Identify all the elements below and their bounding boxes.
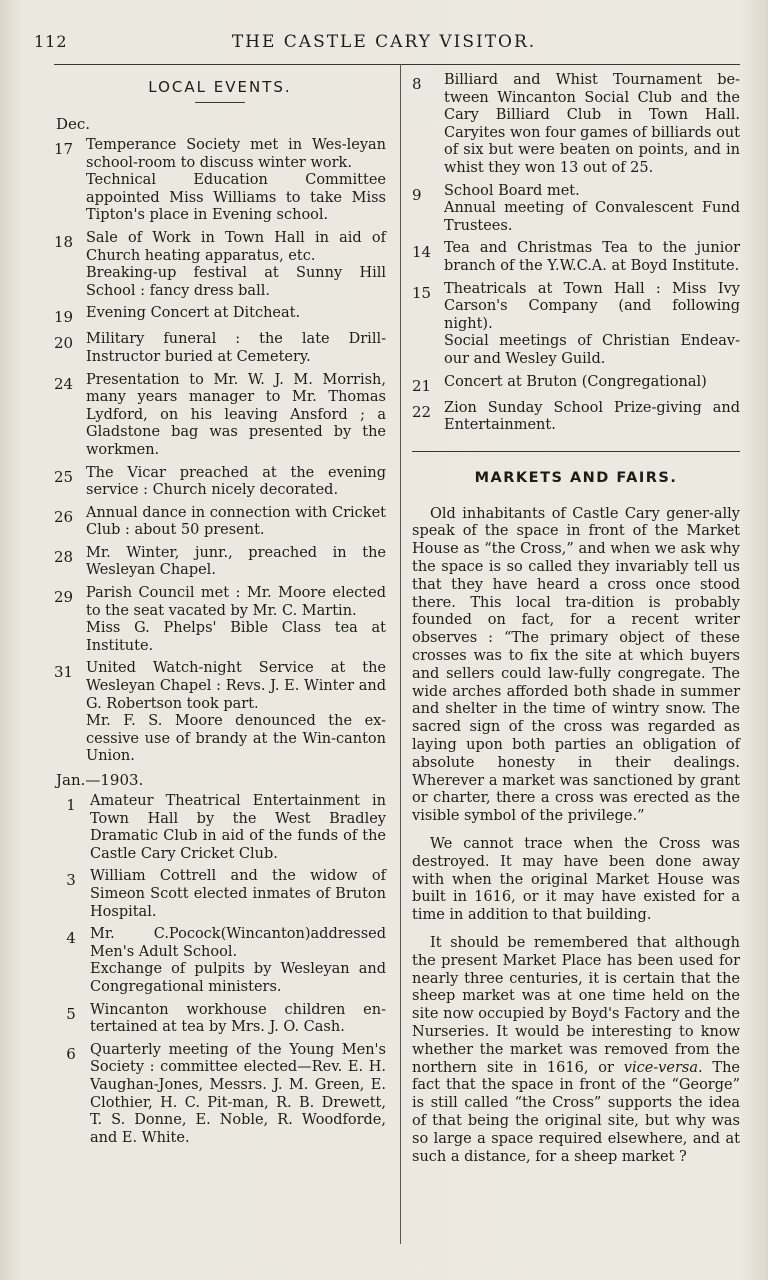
event-day: 28: [54, 547, 74, 566]
event-entry: [412, 183, 740, 236]
event-body: [86, 505, 386, 540]
event-body: [90, 1002, 386, 1037]
event-text: Mr. C.Pocock(Wincanton)addressed Men's Adult School.: [90, 926, 386, 960]
event-entry: [54, 505, 386, 540]
month-label-dec: Dec.: [56, 115, 91, 133]
event-body: [90, 1042, 386, 1148]
left-column: [54, 72, 386, 1152]
event-day: 20: [54, 334, 74, 353]
event-body: [86, 305, 386, 326]
running-title: THE CASTLE CARY VISITOR.: [231, 32, 537, 52]
header-rule: [54, 64, 740, 65]
event-body: [444, 183, 740, 236]
event-entry: [54, 465, 386, 500]
event-text: Social meetings of Christian Endeav-our and Wesley Guild.: [444, 333, 740, 367]
column-divider: [400, 64, 401, 1244]
event-text: Mr. F. S. Moore denounced the ex-cessive use of brandy at the Win-canton Union.: [86, 713, 386, 765]
event-entry: [54, 1002, 386, 1037]
event-entry: [412, 374, 740, 395]
event-text: Wincanton workhouse children en-tertained at tea by Mrs. J. O. Cash.: [90, 1001, 386, 1036]
markets-paragraph-3-italic: vice-versa: [623, 1059, 698, 1076]
event-body: [90, 868, 386, 921]
event-day: 1: [66, 796, 76, 814]
event-day: 15: [412, 283, 432, 302]
event-text: School Board met.: [444, 182, 580, 199]
event-text: United Watch-night Service at the Wesleyan Chapel : Revs. J. E. Winter and G. Robertson took part.: [86, 660, 386, 712]
event-body: [444, 400, 740, 435]
event-entry: [54, 545, 386, 580]
event-body: [86, 230, 386, 300]
event-day: 14: [412, 243, 432, 262]
event-entry: [412, 240, 740, 275]
markets-paragraph-2: We cannot trace when the Cross was destroyed. It may have been done away with when the original Market House was built in 1616, or it may have existed for a time in addition to that building.: [412, 836, 740, 924]
event-entry: [54, 660, 386, 766]
event-text: Theatricals at Town Hall : Miss Ivy Carson's Company (and following night).: [444, 280, 740, 332]
event-text: Annual meeting of Convalescent Fund Trustees.: [444, 200, 740, 234]
event-day: 31: [54, 663, 74, 682]
event-day: 29: [54, 588, 74, 607]
event-entry: [54, 926, 386, 996]
event-entry: [54, 793, 386, 863]
event-text: Annual dance in connection with Cricket Club : about 50 present.: [86, 504, 386, 539]
event-body: [86, 545, 386, 580]
markets-paragraph-1: Old inhabitants of Castle Cary gener-ally speak of the space in front of the Market House as “the Cross,” and when we ask why the space is so called they invariably tell us that they have heard a cross once stood there. This local tra-dition is probably founded on fact, for a recent writer observes : “The primary object of these crosses was to fix the site at which buyers and sellers could law-fully congregate. The wide arches afforded both shade in summer and shelter in the time of wintry snow. The sacred sign of the cross was regarded as laying upon both parties an obligation of absolute honesty in their dealings. Wherever a market was sanctioned by grant or charter, there a cross was erected as the visible symbol of the privilege.”: [412, 505, 740, 825]
event-day: 19: [54, 308, 74, 327]
event-text: Technical Education Committee appointed Miss Williams to take Miss Tipton's place in Evening school.: [86, 172, 386, 224]
event-day: 21: [412, 376, 432, 395]
event-day: 8: [412, 75, 422, 93]
right-column: [412, 72, 740, 1176]
event-body: [86, 137, 386, 225]
event-text: Zion Sunday School Prize-giving and Entertainment.: [444, 399, 740, 434]
event-entry: [54, 585, 386, 655]
event-text: Concert at Bruton (Congregational): [444, 373, 707, 390]
event-text: Billiard and Whist Tournament be-tween Wincanton Social Club and the Cary Billiard Club in Town Hall. Caryites won four games of billiards out of six but were beaten on points, and in whist they won 13 out of 25.: [444, 72, 740, 176]
event-entry: [54, 230, 386, 300]
event-text: Sale of Work in Town Hall in aid of Church heating apparatus, etc.: [86, 229, 386, 264]
event-text: Temperance Society met in Wes-leyan school-room to discuss winter work.: [86, 137, 386, 171]
event-body: [86, 585, 386, 655]
event-day: 9: [412, 185, 422, 204]
markets-paragraph-3-end: . The fact that the space in front of the “George” is still called “the Cross” supports the idea of that being the original site, but why was so large a space required elsewhere, and at such a distance, for a sheep market ?: [412, 1059, 741, 1165]
section-rule: [412, 451, 740, 452]
page-header: [0, 30, 768, 54]
event-entry: [54, 305, 386, 326]
event-body: [444, 374, 740, 395]
event-entry: [412, 72, 740, 178]
event-body: [86, 331, 386, 366]
event-text: Miss G. Phelps' Bible Class tea at Institute.: [86, 620, 386, 654]
event-text: Exchange of pulpits by Wesleyan and Congregational ministers.: [90, 961, 386, 995]
event-day: 4: [66, 929, 76, 948]
event-day: 18: [54, 232, 74, 251]
event-text: Parish Council met : Mr. Moore elected to the seat vacated by Mr. C. Martin.: [86, 585, 386, 619]
page-number: 112: [34, 32, 68, 51]
event-entry: [54, 331, 386, 366]
event-body: [86, 372, 386, 460]
event-day: 6: [66, 1044, 76, 1063]
dec-events-list: [54, 137, 386, 766]
event-entry: [54, 868, 386, 921]
event-entry: [54, 137, 386, 225]
event-body: [90, 926, 386, 996]
markets-paragraph-3-start: It should be remembered that although the present Market Place has been used for nearly three centuries, it is certain that the sheep market was at one time held on the site now occupied by Boyd's Factory and the Nurseries. It would be interesting to know whether the market was removed from the northern site in 1616, or: [412, 935, 740, 1076]
title-ornament: [195, 102, 245, 103]
event-body: [444, 240, 740, 275]
event-day: 17: [54, 140, 74, 158]
event-day: 3: [66, 871, 76, 890]
event-day: 5: [66, 1004, 76, 1023]
event-text: Breaking-up festival at Sunny Hill School : fancy dress ball.: [86, 265, 386, 299]
jan-events-list-left: [54, 793, 386, 1147]
jan-events-list-right: [412, 72, 740, 435]
event-day: 26: [54, 507, 74, 526]
event-entry: [412, 281, 740, 369]
event-body: [90, 793, 386, 863]
local-events-title: LOCAL EVENTS.: [148, 78, 292, 96]
event-body: [444, 72, 740, 178]
event-text: Evening Concert at Ditcheat.: [86, 305, 301, 322]
event-text: Mr. Winter, junr., preached in the Wesleyan Chapel.: [86, 544, 386, 579]
event-entry: [54, 1042, 386, 1148]
event-body: [86, 465, 386, 500]
event-text: The Vicar preached at the evening service : Church nicely decorated.: [86, 464, 386, 499]
event-day: 24: [54, 374, 74, 393]
event-day: 25: [54, 467, 74, 486]
event-entry: [54, 372, 386, 460]
event-text: William Cottrell and the widow of Simeon Scott elected inmates of Bruton Hospital.: [90, 868, 386, 920]
markets-title: MARKETS AND FAIRS.: [474, 469, 678, 486]
event-body: [444, 281, 740, 369]
event-entry: [412, 400, 740, 435]
event-text: Amateur Theatrical Entertainment in Town Hall by the West Bradley Dramatic Club in aid of the funds of the Castle Cary Cricket Club.: [90, 793, 386, 862]
event-text: Presentation to Mr. W. J. M. Morrish, many years manager to Mr. Thomas Lydford, on his leaving Ansford ; a Gladstone bag was presented by the workmen.: [86, 371, 386, 458]
event-day: 22: [412, 402, 432, 421]
event-text: Tea and Christmas Tea to the junior branch of the Y.W.C.A. at Boyd Institute.: [444, 240, 740, 274]
event-body: [86, 660, 386, 766]
event-text: Military funeral : the late Drill-Instructor buried at Cemetery.: [86, 331, 386, 365]
month-label-jan: Jan.—1903.: [56, 771, 144, 789]
event-text: Quarterly meeting of the Young Men's Society : committee elected—Rev. E. H. Vaughan-Jones, Messrs. J. M. Green, E. Clothier, H. C. Pit-man, R. B. Drewett, T. S. Donne, E. Noble, R. Woodforde, and E. White.: [90, 1041, 386, 1146]
markets-paragraph-3: [412, 935, 740, 1166]
